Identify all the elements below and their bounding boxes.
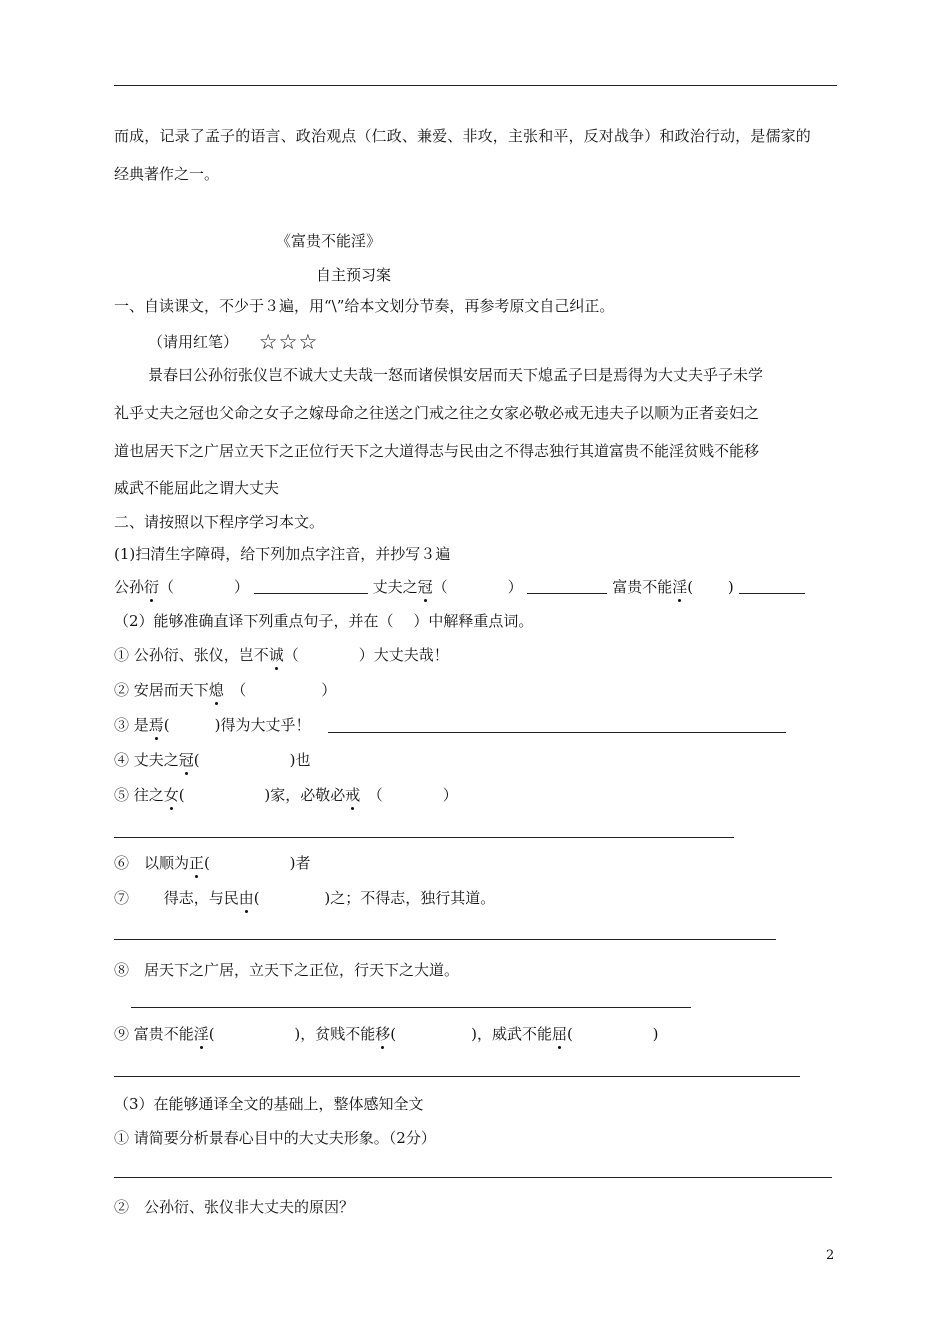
intro-line-1: 而成，记录了孟子的语言、政治观点（仁政、兼爱、非攻，主张和平，反对战争）和政治行动，是儒家的 [114,127,811,145]
question-8: ⑧ 居天下之广居，立天下之正位，行天下之大道。 [114,961,460,979]
answer-line-q7[interactable] [114,939,776,940]
part2-heading: 二、请按照以下程序学习本文。 [114,513,325,531]
question-4: ④ 丈夫之冠( )也 [114,751,311,769]
step2-instruction: （2）能够准确直译下列重点句子，并在（ ）中解释重点词。 [114,612,534,630]
question-1: ① 公孙衍、张仪，岂不诚（ ）大丈夫哉！ [114,646,449,664]
vocab-row [114,577,805,597]
red-pen-note [148,330,318,352]
lesson-subtitle: 自主预习案 [316,266,392,284]
question-3: ③ 是焉( )得为大丈乎！ [114,716,311,734]
unpunctuated-text-line-4: 威武不能屈此之谓大丈夫 [114,479,280,497]
unpunctuated-text-line-2: 礼乎丈夫之冠也父命之女子之嫁母命之往送之门戒之往之女家必敬必戒无违夫子以顺为正者妾妇之 [114,404,760,422]
lesson-title: 《富贵不能淫》 [276,232,382,250]
vocab-item-1: 公孙衍（ ） [114,578,250,596]
question-6: ⑥ 以顺为正( )者 [114,854,311,872]
answer-line-q8[interactable] [131,1007,691,1008]
step3-question-2: ② 公孙衍、张仪非大丈夫的原因？ [114,1198,355,1216]
vocab-answer-blank-3[interactable] [739,577,805,594]
question-5: ⑤ 往之女( )家，必敬必戒 （ ） [114,786,458,804]
vocab-answer-blank-2[interactable] [527,577,607,594]
question-2: ② 安居而天下熄 （ ） [114,681,337,699]
step3-instruction: （3）在能够通译全文的基础上，整体感知全文 [114,1095,424,1113]
vocab-item-2: 丈夫之冠（ ） [372,578,523,596]
intro-line-2: 经典著作之一。 [114,165,220,183]
question-9: ⑨ 富贵不能淫( )，贫贱不能移( )，威武不能屈( ) [114,1025,659,1043]
step1-instruction: (1)扫清生字障碍，给下列加点字注音，并抄写３遍 [114,545,451,563]
unpunctuated-text-line-3: 道也居天下之广居立天下之正位行天下之大道得志与民由之不得志独行其道富贵不能淫贫贱不能移 [114,442,760,460]
answer-line-q3[interactable] [328,732,786,733]
part1-instruction: 一、自读课文，不少于３遍，用“\”给本文划分节奏，再参考原文自己纠正。 [114,297,615,315]
difficulty-stars-icon: ☆☆☆ [258,330,319,354]
answer-line-step3-q1[interactable] [114,1177,832,1178]
header-rule [114,85,837,86]
answer-line-q5[interactable] [114,837,734,838]
answer-line-q9[interactable] [114,1076,800,1077]
question-7: ⑦ 得志，与民由( )之；不得志，独行其道。 [114,889,496,907]
vocab-answer-blank-1[interactable] [254,577,368,594]
unpunctuated-text-line-1: 景春曰公孙衍张仪岂不诚大丈夫哉一怒而诸侯惧安居而天下熄孟子曰是焉得为大丈夫乎子未学 [148,366,764,384]
page-number: 2 [826,1248,835,1263]
vocab-item-3: 富贵不能淫( ) [612,578,734,596]
red-pen-note-text: （请用红笔） [148,333,239,351]
step3-question-1: ① 请简要分析景春心目中的大丈夫形象。（2分） [114,1129,436,1147]
